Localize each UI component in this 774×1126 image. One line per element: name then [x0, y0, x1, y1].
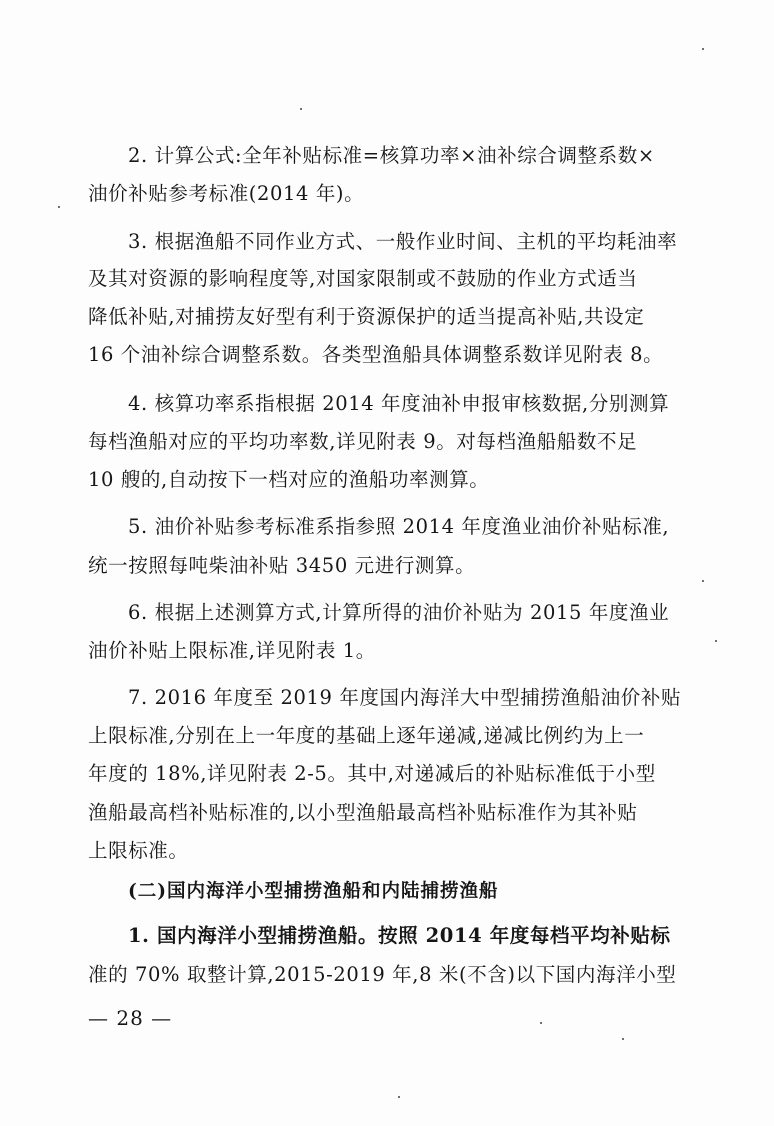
text-line: 及其对资源的影响程度等,对国家限制或不鼓励的作业方式适当 [88, 267, 638, 290]
scan-speck [702, 580, 704, 582]
scan-speck [398, 1096, 400, 1098]
scan-speck [622, 1038, 624, 1040]
scan-speck [540, 1022, 542, 1024]
text-line: 7. 2016 年度至 2019 年度国内海洋大中型捕捞渔船油价补贴 [128, 686, 682, 709]
text-line: 16 个油补综合调整系数。各类型渔船具体调整系数详见附表 8。 [88, 343, 664, 366]
text-line: 渔船最高档补贴标准的,以小型渔船最高档补贴标准作为其补贴 [88, 801, 638, 824]
scan-speck [300, 108, 302, 110]
text-line: 2. 计算公式:全年补贴标准=核算功率×油补综合调整系数× [128, 144, 655, 167]
text-line: 年度的 18%,详见附表 2-5。其中,对递减后的补贴标准低于小型 [88, 762, 656, 785]
scan-speck [58, 206, 60, 208]
text-line: 统一按照每吨柴油补贴 3450 元进行测算。 [88, 554, 476, 577]
text-line: 6. 根据上述测算方式,计算所得的油价补贴为 2015 年度渔业 [128, 601, 670, 624]
scan-speck [715, 640, 717, 642]
text-line: 上限标准,分别在上一年度的基础上逐年递减,递减比例约为上一 [88, 724, 645, 747]
page-number: — 28 — [88, 1006, 173, 1030]
text-line: 10 艘的,自动按下一档对应的渔船功率测算。 [88, 468, 490, 491]
text-line: 上限标准。 [88, 839, 189, 862]
text-line: 4. 核算功率系指根据 2014 年度油补申报审核数据,分别测算 [128, 392, 670, 415]
text-line: 油价补贴上限标准,详见附表 1。 [88, 639, 376, 662]
text-line: 每档渔船对应的平均功率数,详见附表 9。对每档渔船船数不足 [88, 430, 638, 453]
text-line: 3. 根据渔船不同作业方式、一般作业时间、主机的平均耗油率 [128, 230, 678, 253]
scan-speck [702, 48, 704, 50]
text-line: 降低补贴,对捕捞友好型有利于资源保护的适当提高补贴,共设定 [88, 305, 645, 328]
section-heading: (二)国内海洋小型捕捞渔船和内陆捕捞渔船 [128, 881, 499, 902]
text-line: 5. 油价补贴参考标准系指参照 2014 年度渔业油价补贴标准, [128, 515, 670, 538]
text-line: 油价补贴参考标准(2014 年)。 [88, 182, 365, 205]
text-line: 准的 70% 取整计算,2015-2019 年,8 米(不含)以下国内海洋小型 [88, 963, 677, 986]
text-line: 1. 国内海洋小型捕捞渔船。按照 2014 年度每档平均补贴标 [128, 924, 671, 947]
